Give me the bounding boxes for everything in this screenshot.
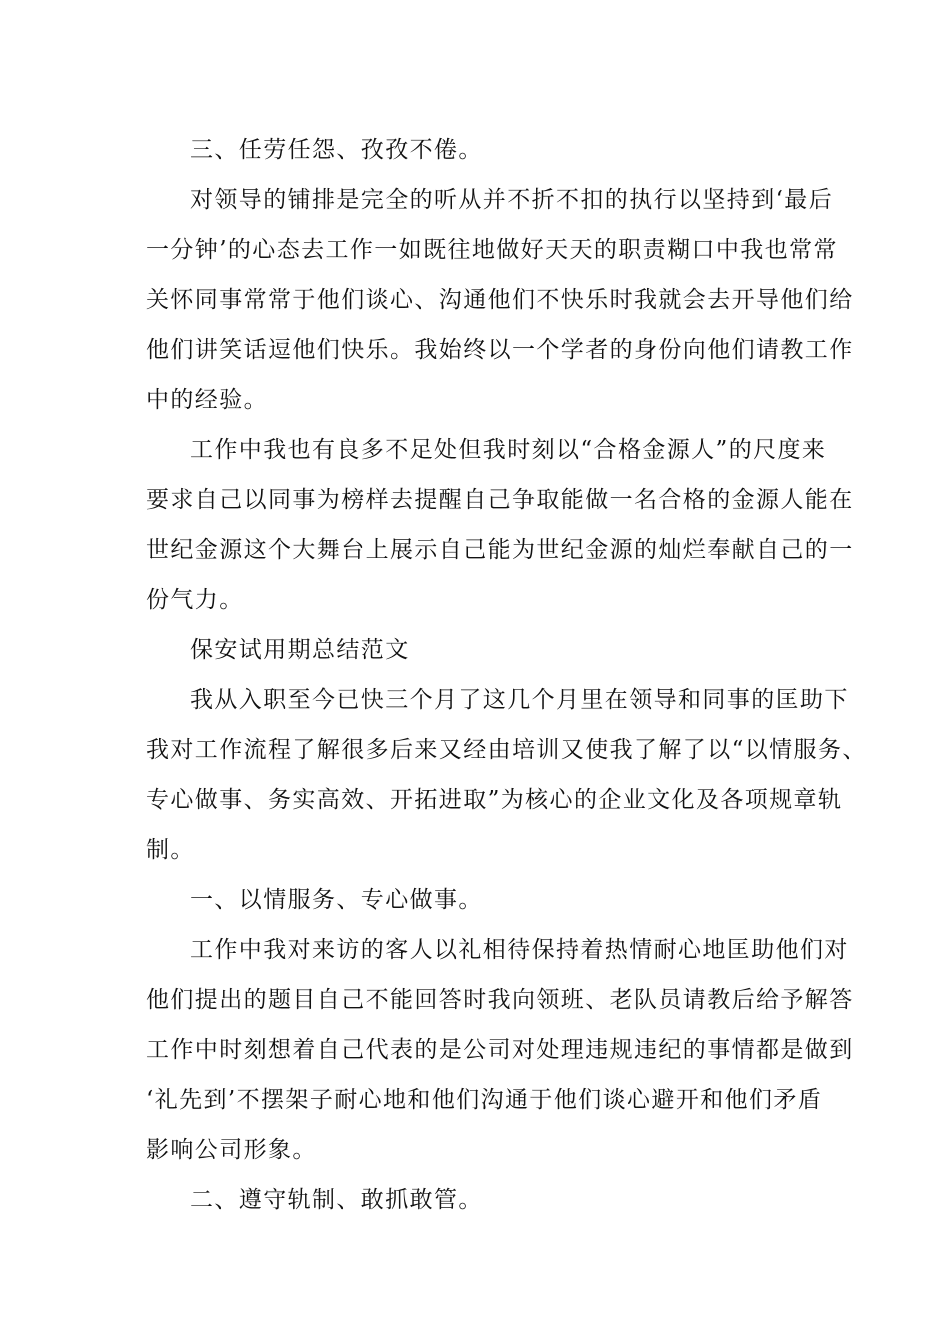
paragraph-line: 工作中我对来访的客人以礼相待保持着热情耐心地匡助他们对 (190, 937, 849, 963)
paragraph-line: 份气力。 (146, 587, 244, 613)
paragraph-line: 世纪金源这个大舞台上展示自己能为世纪金源的灿烂奉献自己的一 (146, 537, 854, 563)
paragraph-line: 制。 (146, 837, 195, 863)
paragraph-line: 工作中时刻想着自己代表的是公司对处理违规违纪的事情都是做到 (146, 1037, 854, 1063)
section-heading-1: 一、以情服务、专心做事。 (190, 887, 483, 913)
paragraph-line: 他们提出的题目自己不能回答时我向领班、老队员请教后给予解答 (146, 987, 854, 1013)
paragraph-line: 关怀同事常常于他们谈心、沟通他们不快乐时我就会去开导他们给 (146, 287, 854, 313)
section-heading-2: 二、遵守轨制、敢抓敢管。 (190, 1187, 483, 1213)
paragraph-line: 我从入职至今已快三个月了这几个月里在领导和同事的匡助下 (190, 687, 849, 713)
paragraph-line: 中的经验。 (146, 387, 268, 413)
paragraph-line: 工作中我也有良多不足处但我时刻以“合格金源人”的尺度来 (190, 437, 827, 463)
paragraph-line: 要求自己以同事为榜样去提醒自己争取能做一名合格的金源人能在 (146, 487, 854, 513)
paragraph-line: 影响公司形象。 (146, 1137, 317, 1163)
article-title: 保安试用期总结范文 (190, 637, 410, 663)
paragraph-line: 对领导的铺排是完全的听从并不折不扣的执行以坚持到‘最后 (190, 187, 834, 213)
paragraph-line: 专心做事、务实高效、开拓进取”为核心的企业文化及各项规章轨 (146, 787, 843, 813)
paragraph-line: 一分钟’的心态去工作一如既往地做好天天的职责糊口中我也常常 (146, 237, 838, 263)
section-heading-3: 三、任劳任怨、孜孜不倦。 (190, 137, 483, 163)
paragraph-line: 他们讲笑话逗他们快乐。我始终以一个学者的身份向他们请教工作 (146, 337, 854, 363)
paragraph-line: 我对工作流程了解很多后来又经由培训又使我了解了以“以情服务、 (146, 737, 867, 763)
paragraph-line: ‘礼先到’不摆架子耐心地和他们沟通于他们谈心避开和他们矛盾 (146, 1087, 823, 1113)
